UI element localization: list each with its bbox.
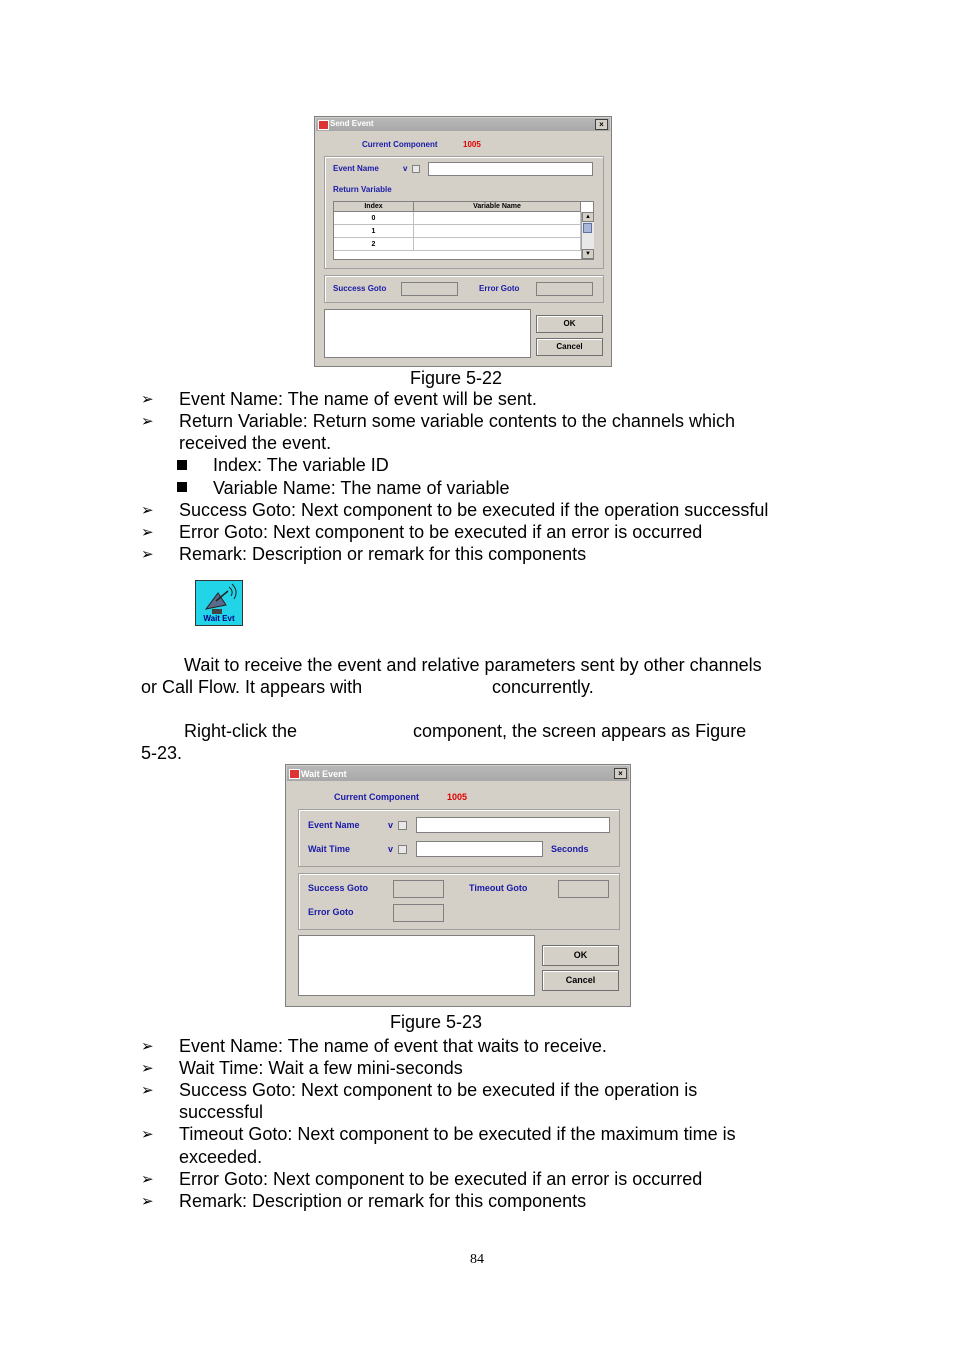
v-label: v	[388, 820, 394, 830]
list-item: Wait Time: Wait a few mini-seconds	[179, 1058, 463, 1078]
table-cell[interactable]	[414, 225, 581, 238]
table-row[interactable]: 1	[334, 225, 414, 238]
close-icon[interactable]: ×	[614, 768, 627, 779]
success-goto-field[interactable]	[393, 880, 444, 898]
figure-caption: Figure 5-22	[410, 368, 503, 388]
error-goto-label: Error Goto	[479, 284, 520, 293]
square-bullet-icon	[177, 482, 187, 492]
list-item: Success Goto: Next component to be executed if the operation successful	[179, 500, 769, 520]
list-item: Event Name: The name of event will be sent.	[179, 389, 537, 409]
event-name-variable-checkbox[interactable]	[398, 821, 407, 830]
ok-button[interactable]: OK	[542, 945, 619, 966]
page-number: 84	[470, 1252, 484, 1267]
return-variable-label: Return Variable	[333, 185, 392, 194]
variable-checkbox[interactable]	[412, 165, 420, 173]
arrow-bullet-icon: ➢	[141, 391, 154, 408]
close-icon[interactable]: ×	[595, 119, 608, 130]
square-bullet-icon	[177, 460, 187, 470]
cancel-button[interactable]: Cancel	[536, 338, 603, 356]
list-item: Return Variable: Return some variable contents to the channels which	[179, 411, 735, 431]
arrow-bullet-icon: ➢	[141, 1126, 154, 1143]
table-scrollbar[interactable]	[581, 212, 594, 259]
success-goto-field[interactable]	[401, 282, 458, 296]
timeout-goto-label: Timeout Goto	[469, 883, 528, 893]
app-icon	[289, 769, 300, 779]
paragraph-line: 5-23.	[141, 743, 183, 763]
list-item-continuation: exceeded.	[179, 1147, 263, 1167]
seconds-label: Seconds	[551, 844, 589, 854]
v-label: v	[403, 164, 408, 173]
satellite-dish-icon	[196, 583, 242, 617]
wait-time-label: Wait Time	[308, 844, 351, 854]
event-name-label: Event Name	[308, 820, 360, 830]
paragraph-line: Wait to receive the event and relative parameters sent by other channels	[184, 655, 762, 675]
paragraph-line: Right-click the	[184, 721, 298, 741]
list-item: Remark: Description or remark for this components	[179, 544, 587, 564]
list-item: Timeout Goto: Next component to be executed if the maximum time is	[179, 1124, 736, 1144]
wait-time-input[interactable]	[416, 841, 543, 857]
figure-caption: Figure 5-23	[390, 1012, 483, 1032]
error-goto-field[interactable]	[393, 904, 444, 922]
current-component-value: 1005	[447, 792, 468, 802]
dialog-title: Send Event	[330, 119, 374, 128]
arrow-bullet-icon: ➢	[141, 1082, 154, 1099]
arrow-bullet-icon: ➢	[141, 524, 154, 541]
paragraph-line: concurrently.	[492, 677, 594, 697]
timeout-goto-field[interactable]	[558, 880, 609, 898]
dialog-titlebar	[316, 118, 610, 131]
remark-textarea[interactable]	[324, 309, 531, 358]
arrow-bullet-icon: ➢	[141, 1060, 154, 1077]
list-item-continuation: successful	[179, 1102, 264, 1122]
arrow-bullet-icon: ➢	[141, 1038, 154, 1055]
table-cell[interactable]	[414, 238, 581, 251]
arrow-bullet-icon: ➢	[141, 413, 154, 430]
return-variable-table	[333, 201, 594, 260]
table-row[interactable]: 0	[334, 212, 414, 225]
remark-textarea[interactable]	[298, 935, 535, 996]
current-component-value: 1005	[463, 140, 481, 149]
send-event-dialog	[314, 116, 612, 367]
column-header-variable-name[interactable]: Variable Name	[414, 202, 581, 212]
wait-event-dialog	[285, 764, 631, 1007]
arrow-bullet-icon: ➢	[141, 1193, 154, 1210]
success-goto-label: Success Goto	[333, 284, 387, 293]
success-goto-label: Success Goto	[308, 883, 369, 893]
wait-time-variable-checkbox[interactable]	[398, 845, 407, 854]
list-item: Error Goto: Next component to be executed if an error is occurred	[179, 1169, 703, 1189]
error-goto-label: Error Goto	[308, 907, 354, 917]
event-name-input[interactable]	[416, 817, 610, 833]
current-component-label: Current Component	[334, 792, 419, 802]
column-header-index[interactable]: Index	[334, 202, 414, 212]
table-row[interactable]: 2	[334, 238, 414, 251]
table-cell[interactable]	[414, 212, 581, 225]
ok-button[interactable]: OK	[536, 315, 603, 333]
list-item: Event Name: The name of event that waits to receive.	[179, 1036, 607, 1056]
error-goto-field[interactable]	[536, 282, 593, 296]
dialog-title: Wait Event	[301, 769, 347, 779]
sub-list-item: Variable Name: The name of variable	[213, 478, 510, 498]
wait-event-icon-label: Wait Evt	[203, 614, 235, 623]
scroll-thumb[interactable]	[583, 223, 592, 233]
v-label: v	[388, 844, 394, 854]
current-component-label: Current Component	[362, 140, 438, 149]
paragraph-line: component, the screen appears as Figure	[413, 721, 747, 741]
paragraph-line: or Call Flow. It appears with	[141, 677, 363, 697]
arrow-bullet-icon: ➢	[141, 502, 154, 519]
wait-event-component-icon	[195, 580, 243, 626]
app-icon	[318, 120, 329, 130]
arrow-bullet-icon: ➢	[141, 1171, 154, 1188]
arrow-bullet-icon: ➢	[141, 546, 154, 563]
event-name-input[interactable]	[428, 162, 593, 176]
list-item-continuation: received the event.	[179, 433, 332, 453]
scroll-down-icon[interactable]: ▼	[582, 249, 594, 259]
list-item: Success Goto: Next component to be executed if the operation is	[179, 1080, 698, 1100]
cancel-button[interactable]: Cancel	[542, 970, 619, 991]
scroll-up-icon[interactable]: ▲	[582, 212, 594, 222]
event-name-label: Event Name	[333, 164, 379, 173]
list-item: Error Goto: Next component to be executed if an error is occurred	[179, 522, 703, 542]
list-item: Remark: Description or remark for this components	[179, 1191, 587, 1211]
sub-list-item: Index: The variable ID	[213, 455, 389, 475]
dialog-titlebar	[287, 766, 629, 781]
